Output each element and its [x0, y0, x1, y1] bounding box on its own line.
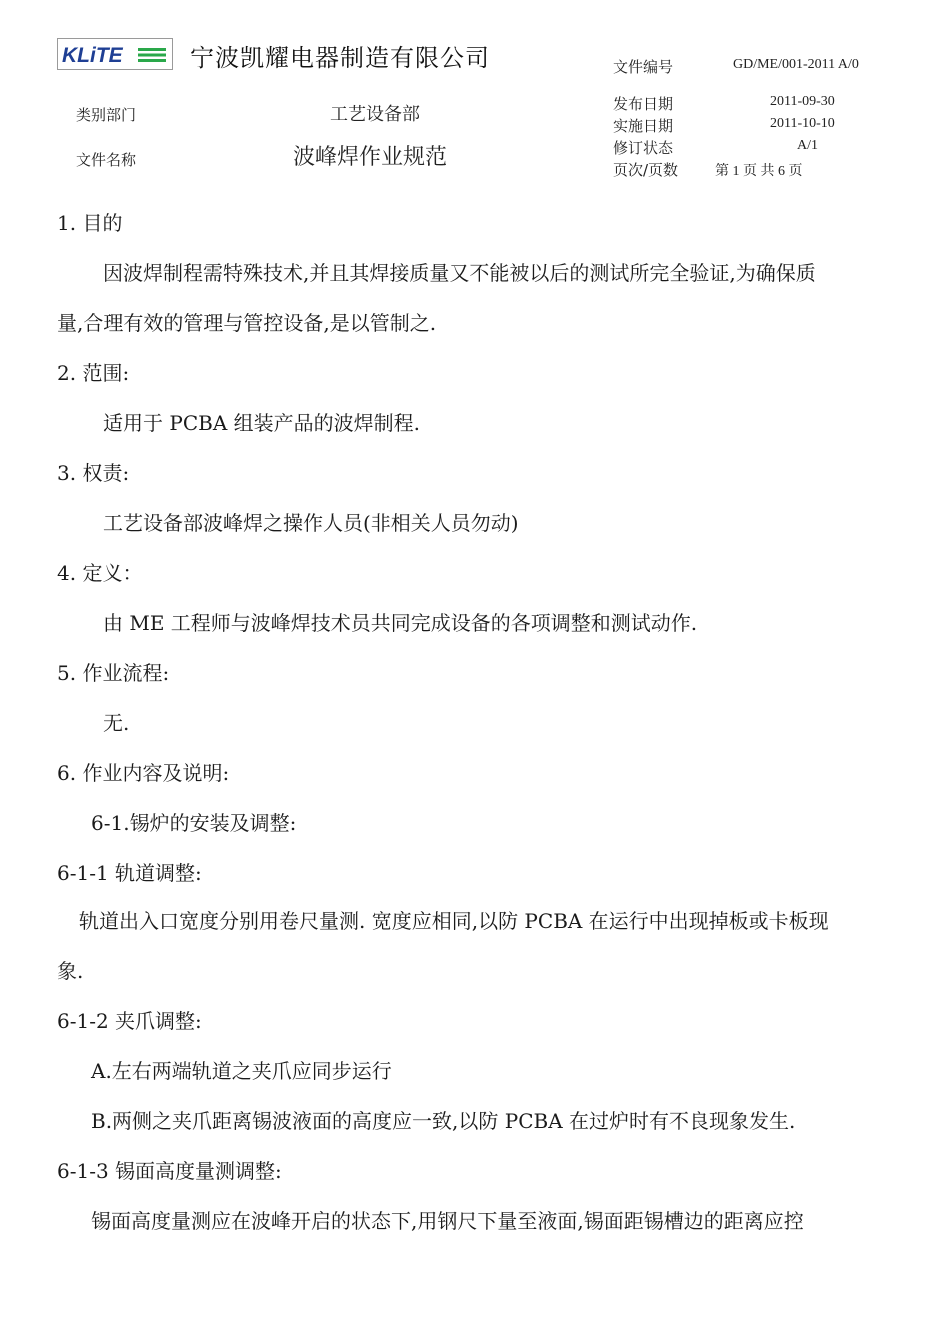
section-6-1-2-item-a: A.左右两端轨道之夹爪应同步运行	[91, 1059, 392, 1083]
section-6-1-3-para: 锡面高度量测应在波峰开启的状态下,用钢尺下量至液面,锡面距锡槽边的距离应控	[91, 1209, 804, 1233]
section-1-para-line-2: 量,合理有效的管理与管控设备,是以管制之.	[57, 311, 437, 335]
effective-date-label: 实施日期	[613, 117, 674, 135]
publish-date-value: 2011-09-30	[770, 94, 835, 109]
section-6-1-2-title: 6-1-2 夹爪调整:	[57, 1009, 202, 1033]
section-1-para-line-1: 因波焊制程需特殊技术,并且其焊接质量又不能被以后的测试所完全验证,为确保质	[103, 261, 816, 285]
section-5-para: 无.	[103, 711, 130, 735]
section-6-1-3-title: 6-1-3 锡面高度量测调整:	[57, 1159, 282, 1183]
section-4-para: 由 ME 工程师与波峰焊技术员共同完成设备的各项调整和测试动作.	[103, 611, 698, 635]
publish-date-label: 发布日期	[613, 95, 674, 113]
revision-label: 修订状态	[613, 139, 674, 157]
section-3-title: 3. 权责:	[57, 461, 130, 485]
section-6-1-1-title: 6-1-1 轨道调整:	[57, 861, 202, 885]
dept-label: 类别部门	[76, 106, 137, 124]
company-logo	[57, 38, 173, 70]
section-2-para: 适用于 PCBA 组装产品的波焊制程.	[103, 411, 420, 435]
section-6-title: 6. 作业内容及说明:	[57, 761, 230, 785]
logo-text: KLiTE	[62, 44, 123, 67]
file-name-value: 波峰焊作业规范	[293, 145, 448, 170]
company-name: 宁波凯耀电器制造有限公司	[190, 44, 490, 72]
section-4-title: 4. 定义：	[57, 561, 143, 585]
doc-no-label: 文件编号	[613, 58, 674, 76]
doc-no-value: GD/ME/001-2011 A/0	[733, 57, 859, 72]
file-name-label: 文件名称	[76, 151, 137, 169]
page-count-value: 第 1 页 共 6 页	[715, 164, 803, 179]
revision-value: A/1	[797, 138, 818, 153]
dept-value: 工艺设备部	[330, 104, 420, 125]
section-6-1-title: 6-1.锡炉的安装及调整:	[91, 811, 297, 835]
section-6-1-2-item-b: B.两侧之夹爪距离锡波液面的高度应一致,以防 PCBA 在过炉时有不良现象发生.	[91, 1109, 796, 1133]
effective-date-value: 2011-10-10	[770, 116, 835, 131]
page-count-label: 页次/页数	[613, 161, 679, 179]
section-2-title: 2. 范围:	[57, 361, 130, 385]
section-5-title: 5. 作业流程:	[57, 661, 170, 685]
section-6-1-1-para-line-1: 轨道出入口宽度分别用卷尺量测. 宽度应相同,以防 PCBA 在运行中出现掉板或卡板现	[79, 909, 829, 933]
section-1-title: 1. 目的	[57, 211, 123, 235]
section-6-1-1-para-line-2: 象.	[57, 959, 84, 983]
klite-logo-icon	[58, 39, 172, 69]
section-3-para: 工艺设备部波峰焊之操作人员(非相关人员勿动)	[103, 511, 519, 535]
